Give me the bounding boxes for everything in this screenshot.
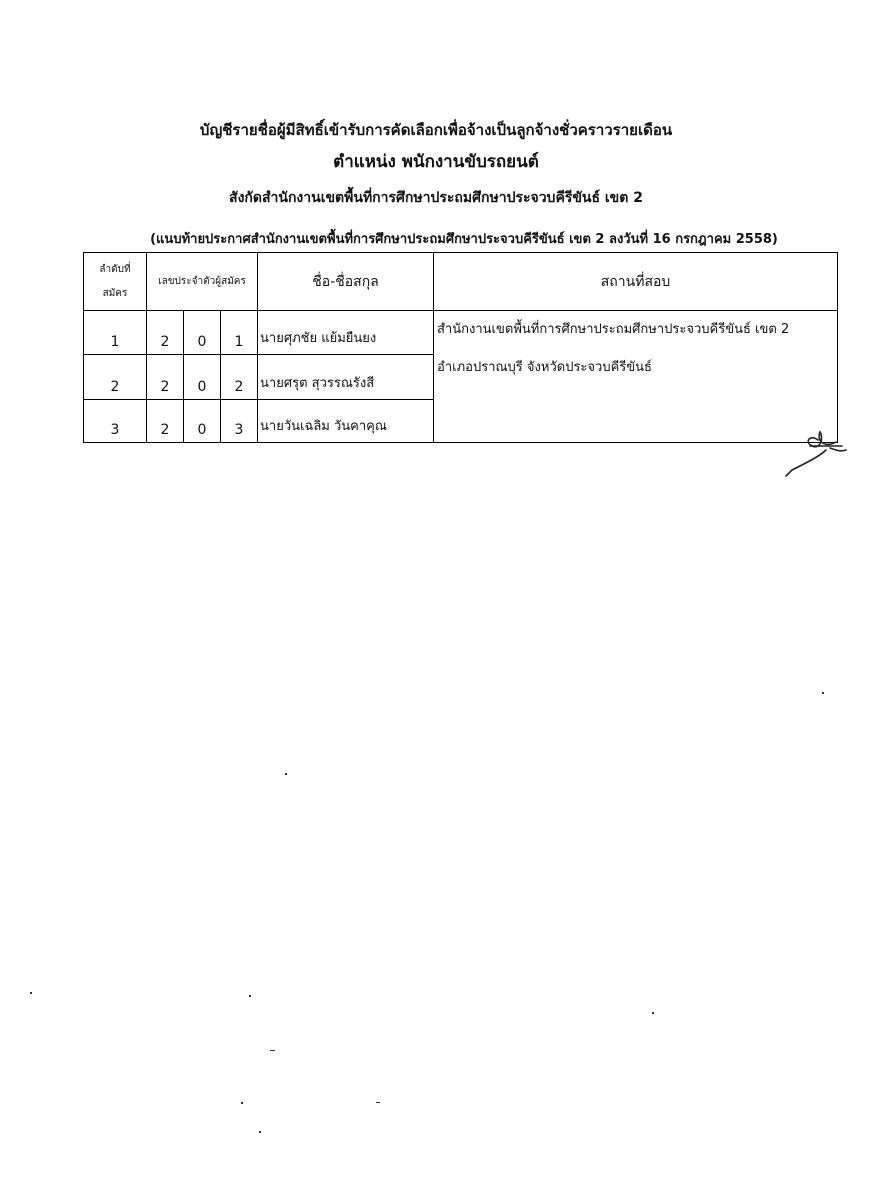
scan-speck [249,995,251,997]
cell-name: นายศุภชัย แย้มยืนยง [258,311,434,355]
cell-name: นายศรุต สุวรรณรังสี [258,355,434,400]
cell-digit: 0 [184,355,221,400]
document-title: บัญชีรายชื่อผู้มีสิทธิ์เข้ารับการคัดเลือกเพื่อจ้างเป็นลูกจ้างชั่วคราวรายเดือน [199,121,673,139]
cell-digit: 3 [221,400,258,443]
table-header-row [84,253,838,311]
cell-digit: 2 [221,355,258,400]
scan-speck [285,773,287,775]
cell-digit: 2 [147,400,184,443]
cell-name: นายวันเฉลิม วันคาคุณ [258,400,434,443]
cell-digit: 0 [184,311,221,355]
announcement-reference: (แนบท้ายประกาศสำนักงานเขตพื้นที่การศึกษาประถมศึกษาประจวบคีรีขันธ์ เขต 2 ลงวันที่ 16 กรกฎาคม 2558) [150,232,778,247]
scan-speck [241,1102,243,1104]
handwritten-signature [780,412,852,482]
cell-digit: 0 [184,400,221,443]
cell-order: 3 [84,400,147,443]
candidate-table [83,252,838,443]
header-order [84,253,147,311]
cell-order: 1 [84,311,147,355]
header-order-line2: สมัคร [102,287,128,299]
position-title: ตำแหน่ง พนักงานขับรถยนต์ [333,152,539,172]
scan-speck [822,692,824,694]
scan-speck [30,992,32,994]
cell-digit: 2 [147,311,184,355]
header-venue: สถานที่สอบ [434,253,838,311]
header-order-line1: ลำดับที่ [99,263,131,275]
scan-speck [270,1050,275,1051]
venue-line1: สำนักงานเขตพื้นที่การศึกษาประถมศึกษาประจวบคีรีขันธ์ เขต 2 [437,322,790,337]
table-row [84,311,838,355]
scan-speck [376,1102,380,1103]
cell-order: 2 [84,355,147,400]
cell-venue [434,311,838,443]
agency-line: สังกัดสำนักงานเขตพื้นที่การศึกษาประถมศึกษาประจวบคีรีขันธ์ เขต 2 [229,190,643,206]
cell-digit: 2 [147,355,184,400]
scan-speck [652,1012,654,1014]
scan-speck [259,1131,261,1133]
venue-line2: อำเภอปราณบุรี จังหวัดประจวบคีรีขันธ์ [437,360,652,375]
header-name: ชื่อ-ชื่อสกุล [258,253,434,311]
header-id-number: เลขประจำตัวผู้สมัคร [147,253,258,311]
cell-digit: 1 [221,311,258,355]
